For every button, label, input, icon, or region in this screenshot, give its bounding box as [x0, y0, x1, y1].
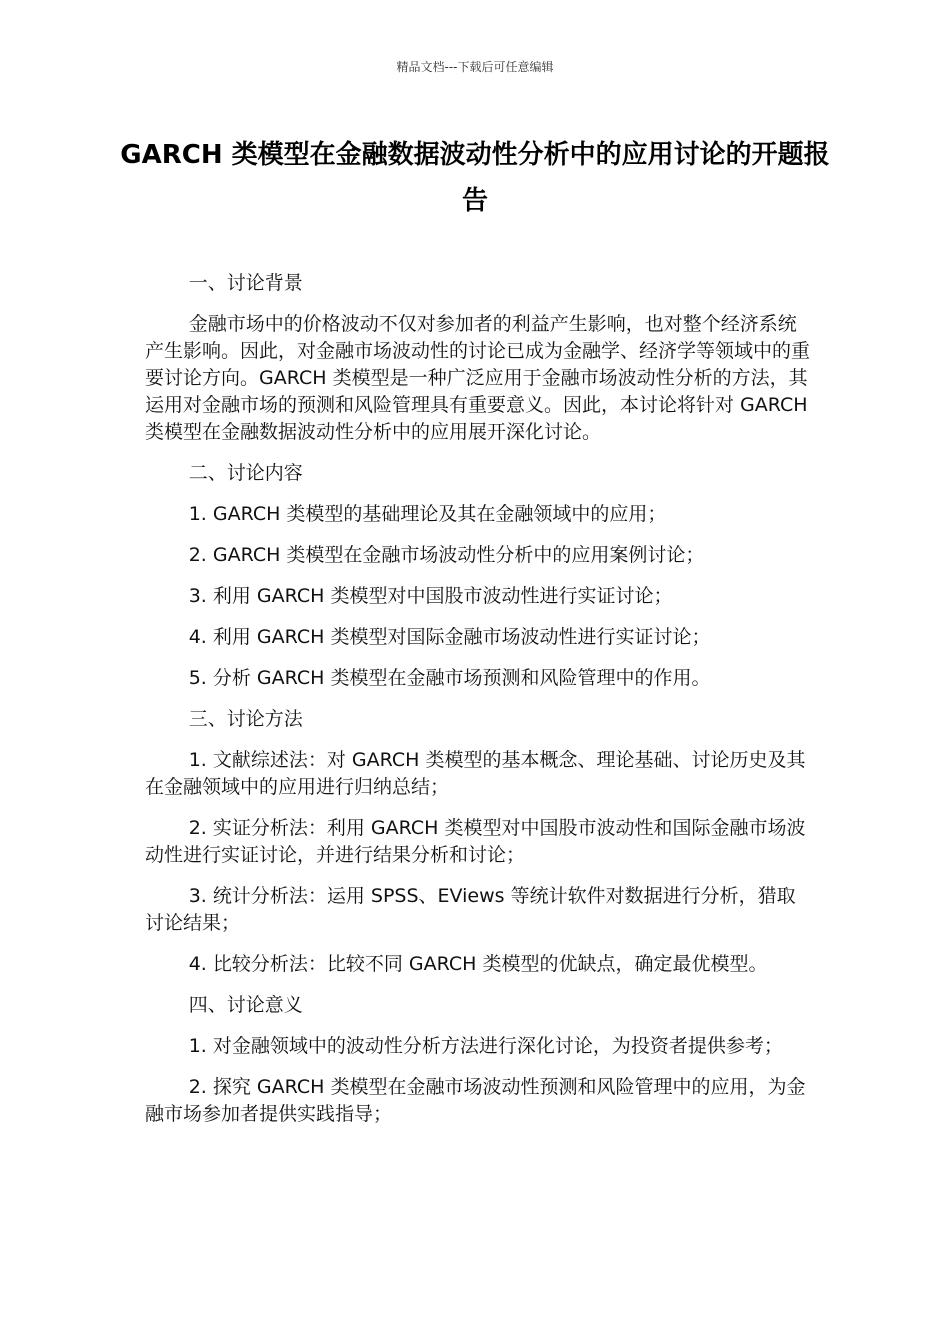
header-note: 精品文档---下载后可任意编辑: [396, 60, 554, 74]
list-item: 3. 统计分析法：运用 SPSS、EViews 等统计软件对数据进行分析，猎取讨论结果；: [145, 885, 796, 934]
list-item: 1. 对金融领域中的波动性分析方法进行深化讨论，为投资者提供参考；: [188, 1035, 783, 1057]
list-item: 2. 实证分析法：利用 GARCH 类模型对中国股市波动性和国际金融市场波动性进行实证讨论，并进行结果分析和讨论；: [145, 817, 806, 866]
list-item: 2. 探究 GARCH 类模型在金融市场波动性预测和风险管理中的应用，为金融市场参加者提供实践指导；: [145, 1076, 806, 1125]
paragraph-background: 金融市场中的价格波动不仅对参加者的利益产生影响，也对整个经济系统产生影响。因此，对金融市场波动性的讨论已成为金融学、经济学等领域中的重要讨论方向。GARCH 类模型是一种广泛应用于金融市场波动性分析的方法，其运用对金融市场的预测和风险管理具有重要意义。因此，本讨论将针对 GARCH 类模型在金融数据波动性分析中的应用展开深化讨论。: [145, 313, 811, 443]
list-item: 1. 文献综述法：对 GARCH 类模型的基本概念、理论基础、讨论历史及其在金融领域中的应用进行归纳总结；: [145, 749, 806, 798]
list-item: 1. GARCH 类模型的基础理论及其在金融领域中的应用；: [188, 503, 667, 525]
section-heading-background: 一、讨论背景: [188, 272, 303, 294]
section-heading-significance: 四、讨论意义: [188, 994, 303, 1016]
list-item: 4. 比较分析法：比较不同 GARCH 类模型的优缺点，确定最优模型。: [188, 953, 768, 975]
list-item: 3. 利用 GARCH 类模型对中国股市波动性进行实证讨论；: [188, 585, 673, 607]
section-heading-methods: 三、讨论方法: [188, 708, 303, 730]
section-heading-content: 二、讨论内容: [188, 462, 303, 484]
document-title: GARCH 类模型在金融数据波动性分析中的应用讨论的开题报告: [120, 140, 830, 216]
document-body: [145, 270, 810, 1142]
list-item: 5. 分析 GARCH 类模型在金融市场预测和风险管理中的作用。: [188, 667, 711, 689]
list-item: 4. 利用 GARCH 类模型对国际金融市场波动性进行实证讨论；: [188, 626, 711, 648]
list-item: 2. GARCH 类模型在金融市场波动性分析中的应用案例讨论；: [188, 544, 705, 566]
